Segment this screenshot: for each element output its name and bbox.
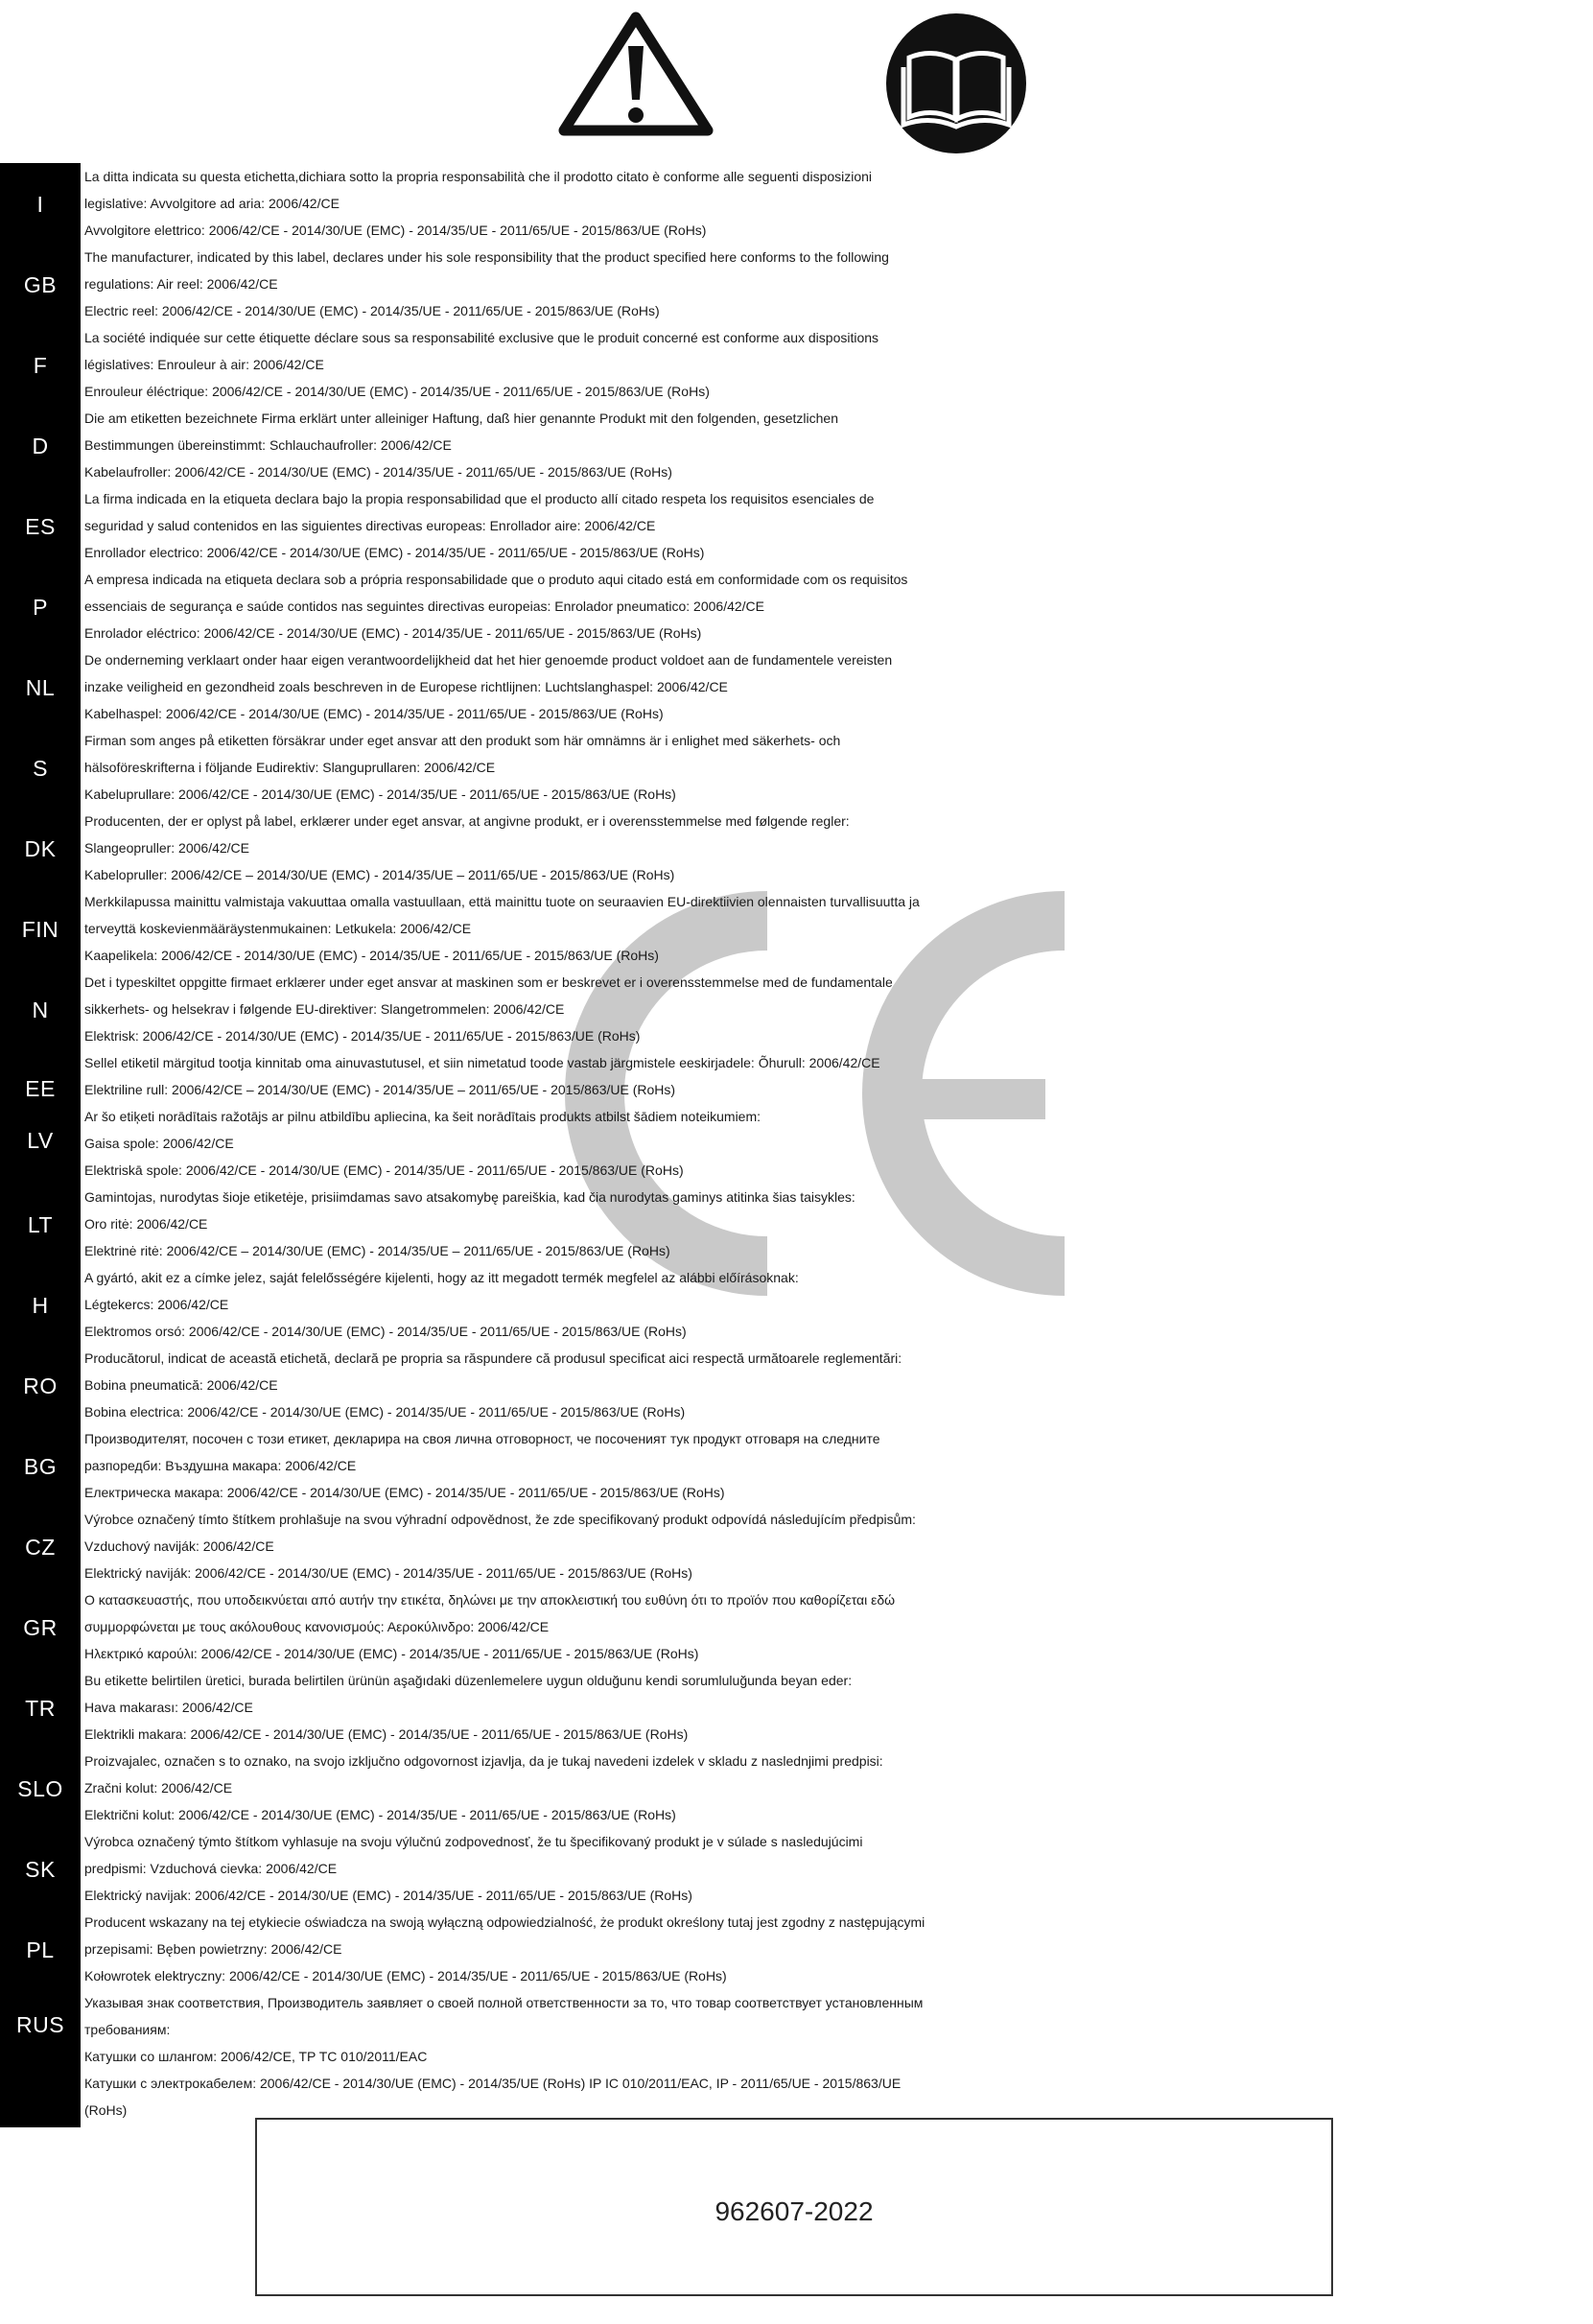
language-code: GR [23,1615,58,1640]
language-code: SLO [17,1776,63,1801]
language-code: ES [25,514,56,539]
declaration-text: La ditta indicata su questa etichetta,dichiara sotto la propria responsabilità che il prodotto citato è conforme alle seguenti disposizioni legislative: Avvolgitore ad aria: 2006/42/CE Avvolgitore elettrico: 2006/42/CE - 2014/30/UE (EMC) - 2014/35/UE - 2011/65/UE - 2015/863/UE (RoHs) [84,169,873,238]
language-code: BG [23,1454,58,1479]
declaration-text: Производителят, посочен с този етикет, декларира на своя лична отговорност, че посоченият тук продукт отговаря на следните разпоредби: Въздушна макара: 2006/42/CE Електрическа макара: 2006/42/CE - 2014/30/UE (EMC) - 2014/35/UE - 2011/65/UE - 2015/863/UE (RoHs) [84,1431,880,1500]
language-code: EE [25,1076,56,1101]
declaration-text: Firman som anges på etiketten försäkrar under eget ansvar att den produkt som här omnämns är i enlighet med säkerhets- och hälsoföreskrifterna i följande Eudirektiv: Slanguprullaren: 2006/42/CE Kabeluprullare: 2006/42/CE - 2014/30/UE (EMC) - 2014/35/UE - 2011/65/UE - 2015/863/UE (RoHs) [84,733,841,802]
language-code: RO [23,1373,58,1398]
declaration-text: Bu etikette belirtilen üretici, burada belirtilen ürünün aşağıdaki düzenlemelere uygun olduğunu kendi sorumluluğunda beyan eder: Hava makarası: 2006/42/CE Elektrikli makara: 2006/42/CE - 2014/30/UE (EMC) - 2014/35/UE - 2011/65/UE - 2015/863/UE (RoHs) [84,1673,853,1742]
declaration-text: Die am etiketten bezeichnete Firma erklärt unter alleiniger Haftung, daß hier genannte Produkt mit den folgenden, gesetzlichen Bestimmungen übereinstimmt: Schlauchaufroller: 2006/42/CE Kabelaufroller: 2006/42/CE - 2014/30/UE (EMC) - 2014/35/UE - 2011/65/UE - 2015/863/UE (RoHs) [84,411,839,480]
declaration-text: Gamintojas, nurodytas šioje etiketėje, prisiimdamas savo atsakomybę pareiškia, kad čia nurodytas gaminys atitinka šias taisykles: Oro ritė: 2006/42/CE Elektrinė ritė: 2006/42/CE – 2014/30/UE (EMC) - 2014/35/UE – 2011/65/UE - 2015/863/UE (RoHs) [84,1189,855,1258]
language-code: D [32,434,49,458]
declaration-text: Výrobca označený týmto štítkom vyhlasuje na svoju výlučnú zodpovednosť, že tu špecifikovaný produkt je v súlade s nasledujúcimi predpismi: Vzduchová cievka: 2006/42/CE Elektrický navijak: 2006/42/CE - 2014/30/UE (EMC) - 2014/35/UE - 2011/65/UE - 2015/863/UE (RoHs) [84,1834,863,1903]
language-code: SK [25,1857,56,1882]
language-code: CZ [25,1535,56,1560]
declaration-text: Producătorul, indicat de această etichetă, declară pe propria sa răspundere că produsul specificat aici respectă următoarele reglementări: Bobina pneumatică: 2006/42/CE Bobina electrica: 2006/42/CE - 2014/30/UE (EMC) - 2014/35/UE - 2011/65/UE - 2015/863/UE (RoHs) [84,1350,902,1420]
language-code: I [36,192,44,217]
declaration-text: A gyártó, akit ez a címke jelez, saját felelősségére kijelenti, hogy az itt megadott termék megfelel az alábbi előírásoknak: Légtekercs: 2006/42/CE Elektromos orsó: 2006/42/CE - 2014/30/UE (EMC) - 2014/35/UE - 2011/65/UE - 2015/863/UE (RoHs) [84,1270,799,1339]
language-code: NL [25,675,56,700]
declaration-text: Producenten, der er oplyst på label, erklærer under eget ansvar, at angivne produkt, er i overensstemmelse med følgende regler: Slangeopruller: 2006/42/CE Kabelopruller: 2006/42/CE – 2014/30/UE (EMC) - 2014/35/UE – 2011/65/UE - 2015/863/UE (RoHs) [84,813,850,882]
language-code: PL [26,1937,55,1962]
language-code: DK [24,836,57,861]
read-manual-icon [884,12,1028,155]
declaration-text: Merkkilapussa mainittu valmistaja vakuuttaa omalla vastuullaan, että mainittu tuote on seuraavien EU-direktiivien olennaisten turvallisuutta ja terveyttä koskevienmääräystenmukainen: Letkukela: 2006/42/CE Kaapelikela: 2006/42/CE - 2014/30/UE (EMC) - 2014/35/UE - 2011/65/UE - 2015/863/UE (RoHs) [84,894,920,963]
language-code: S [33,756,48,781]
declaration-text: La firma indicada en la etiqueta declara bajo la propia responsabilidad que el producto allí citado respeta los requisitos esenciales de seguridad y salud contenidos en las siguientes directivas europeas: Enrollador aire: 2006/42/CE Enrollador electrico: 2006/42/CE - 2014/30/UE (EMC) - 2014/35/UE - 2011/65/UE - 2015/863/UE (RoHs) [84,491,875,560]
declaration-text: The manufacturer, indicated by this label, declares under his sole responsibility that the product specified here conforms to the following regulations: Air reel: 2006/42/CE Electric reel: 2006/42/CE - 2014/30/UE (EMC) - 2014/35/UE - 2011/65/UE - 2015/863/UE (RoHs) [84,249,889,318]
declaration-text: Ο κατασκευαστής, που υποδεικνύεται από αυτήν την ετικέτα, δηλώνει με την αποκλειστική του ευθύνη ότι το προϊόν που καθορίζεται εδώ συμμορφώνεται με τους ακόλουθους κανονισμούς: Αεροκύλινδρο: 2006/42/CE Ηλεκτρικό καρούλι: 2006/42/CE - 2014/30/UE (EMC) - 2014/35/UE - 2011/65/UE - 2015/863/UE (RoHs) [84,1592,896,1661]
declaration-text: A empresa indicada na etiqueta declara sob a própria responsabilidade que o produto aqui citado está em conformidade com os requisitos essenciais de segurança e saúde contidos nas seguintes directivas europeias: Enrolador pneumatico: 2006/42/CE Enrolador eléctrico: 2006/42/CE - 2014/30/UE (EMC) - 2014/35/UE - 2011/65/UE - 2015/863/UE (RoHs) [84,572,908,641]
document-code: 962607-2022 [715,2196,874,2226]
declaration-text: Výrobce označený tímto štítkem prohlašuje na svou výhradní odpovědnost, že zde specifikovaný produkt odpovídá následujícím předpisům: Vzduchový naviják: 2006/42/CE Elektrický naviják: 2006/42/CE - 2014/30/UE (EMC) - 2014/35/UE - 2011/65/UE - 2015/863/UE (RoHs) [84,1512,916,1581]
declaration-text: Ar šo etiķeti norādītais ražotājs ar pilnu atbildību apliecina, ka šeit norādītais produkts atbilst šādiem noteikumiem: Gaisa spole: 2006/42/CE Elektriskā spole: 2006/42/CE - 2014/30/UE (EMC) - 2014/35/UE - 2011/65/UE - 2015/863/UE (RoHs) [84,1109,761,1178]
warning-triangle-icon [558,12,714,136]
declaration-text: Producent wskazany na tej etykiecie oświadcza na swoją wyłączną odpowiedzialność, że produkt określony tutaj jest zgodny z następującymi przepisami: Bęben powietrzny: 2006/42/CE Kołowrotek elektryczny: 2006/42/CE - 2014/30/UE (EMC) - 2014/35/UE - 2011/65/UE - 2015/863/UE (RoHs) [84,1914,925,1984]
document-code-box [255,2118,1333,2296]
language-code: LT [27,1212,54,1237]
declaration-text: Proizvajalec, označen s to oznako, na svojo izključno odgovornost izjavlja, da je tukaj navedeni izdelek v skladu z naslednjimi predpisi: Zračni kolut: 2006/42/CE Električni kolut: 2006/42/CE - 2014/30/UE (EMC) - 2014/35/UE - 2011/65/UE - 2015/863/UE (RoHs) [84,1753,883,1822]
declaration-text: Det i typeskiltet oppgitte firmaet erklærer under eget ansvar at maskinen som er beskrevet er i overensstemmelse med de fundamentale sikkerhets- og helsekrav i følgende EU-direktiver: Slangetrommelen: 2006/42/CE Elektrisk: 2006/42/CE - 2014/30/UE (EMC) - 2014/35/UE - 2011/65/UE - 2015/863/UE (RoHs) [84,974,893,1044]
declaration-text: De onderneming verklaart onder haar eigen verantwoordelijkheid dat het hier genoemde product voldoet aan de fundamentele vereisten inzake veiligheid en gezondheid zoals beschreven in de Europese richtlijnen: Luchtslanghaspel: 2006/42/CE Kabelhaspel: 2006/42/CE - 2014/30/UE (EMC) - 2014/35/UE - 2011/65/UE - 2015/863/UE (RoHs) [84,652,893,721]
language-code: LV [27,1128,54,1153]
language-code: N [32,998,49,1022]
declaration-text: Указывая знак соответствия, Производитель заявляет о своей полной ответственности за то, что товар соответствует установленным требованиям: Катушки со шлангом: 2006/42/CE, TP TC 010/2011/EAC Катушки с электрокабелем: 2006/42/CE - 2014/30/UE (EMC) - 2014/35/UE (RoHs) IP IC 010/2011/EAC, IP - 2011/65/UE - 2015/863/UE (RoHs) [84,1995,924,2118]
language-code: GB [23,272,58,297]
language-code: H [32,1293,49,1318]
language-code: FIN [21,917,59,942]
language-code: TR [25,1696,56,1721]
language-code: RUS [15,2012,65,2037]
declaration-text: La société indiquée sur cette étiquette déclare sous sa responsabilité exclusive que le produit concerné est conforme aux dispositions législatives: Enrouleur à air: 2006/42/CE Enrouleur éléctrique: 2006/42/CE - 2014/30/UE (EMC) - 2014/35/UE - 2011/65/UE - 2015/863/UE (RoHs) [84,330,879,399]
language-code: P [33,595,48,620]
declaration-text: Sellel etiketil märgitud tootja kinnitab oma ainuvastutusel, et siin nimetatud toode vastab järgmistele eeskirjadele: Õhurull: 2006/42/CE Elektriline rull: 2006/42/CE – 2014/30/UE (EMC) - 2014/35/UE – 2011/65/UE - 2015/863/UE (RoHs) [84,1055,880,1097]
language-code: F [33,353,48,378]
